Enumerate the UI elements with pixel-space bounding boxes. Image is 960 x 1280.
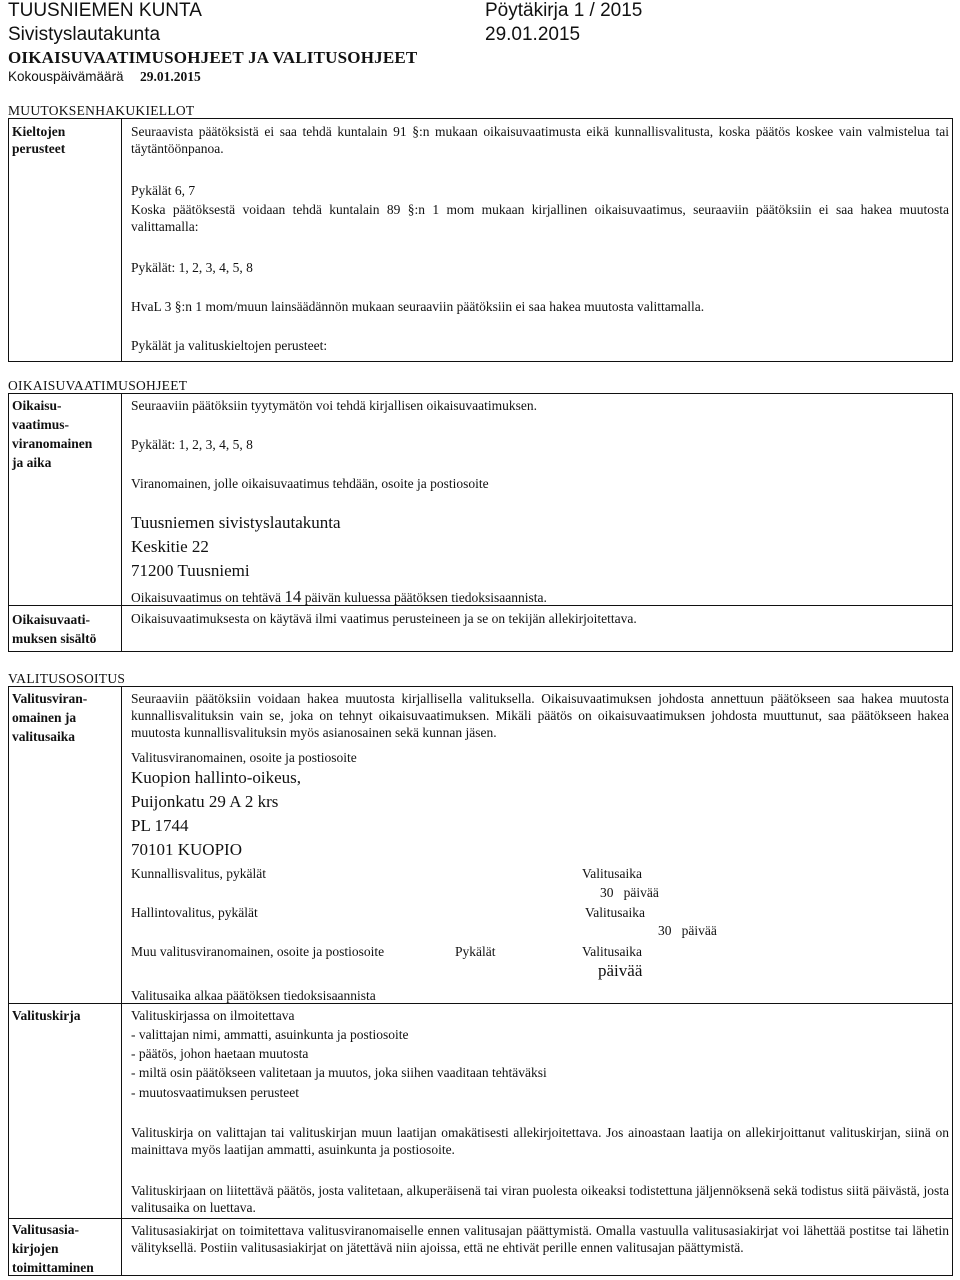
oikaisu-separator [8,605,953,606]
deadline-pre: Oikaisuvaatimus on tehtävä [131,590,281,605]
valituskirja-item: - valittajan nimi, ammatti, asuinkunta ja postiosoite [131,1027,409,1042]
municipality-name: TUUSNIEMEN KUNTA [8,0,202,21]
section-title-oikaisu: OIKAISUVAATIMUSOHJEET [8,378,188,393]
meeting-date: 29.01.2015 [140,69,201,84]
hallintovalitus-valitusaika: Valitusaika [585,905,645,920]
oikaisu-label-4: ja aika [12,455,52,470]
hallintovalitus-label: Hallintovalitus, pykälät [131,905,258,920]
valituskirja-separator [8,1003,953,1004]
asiakirjat-label-1: Valitusasia- [12,1222,80,1237]
oikaisu-content-label-2: muksen sisältö [12,631,97,646]
valituskirja-item: - muutosvaatimuksen perusteet [131,1085,299,1100]
valitus-para1: Seuraaviin päätöksiin voidaan hakea muutosta kirjallisella valituksella. Oikaisuvaatimuksen johdosta annettuun päätökseen saa hakea muutosta kunnallisvalituksin vain se, joka on tehnyt oikaisuvaatimuksen. Mikäli päätös on oikaisuvaatimuksen johdosta muuttunut, saa päätökseen hakea muutosta kunnallisvalituksin myös asianosainen sekä kunnan jäsen. [131,691,949,740]
document-date: 29.01.2015 [485,24,581,45]
muu-valitusaika: Valitusaika [582,944,642,959]
asiakirjat-label-3: toimittaminen [12,1260,94,1275]
hallinto-paivaa: päivää [681,923,717,938]
oikaisu-text1: Seuraaviin päätöksiin tyytymätön voi tehdä kirjallisen oikaisuvaatimuksen. [131,398,538,413]
deadline-post: päivän kuluessa päätöksen tiedoksisaannista. [304,590,547,605]
valituskirja-intro: Valituskirjassa on ilmoitettava [131,1008,295,1023]
kiellot-hval: HvaL 3 §:n 1 mom/muun lainsäädännön mukaan seuraaviin päätöksiin ei saa hakea muutosta valittamalla. [131,299,705,314]
asiakirjat-separator [8,1218,953,1219]
oikaisu-address-1: Tuusniemen sivistyslautakunta [131,513,341,532]
kiellot-para1: Seuraavista päätöksistä ei saa tehdä kuntalain 91 §:n mukaan oikaisuvaatimusta eikä kunnallisvalitusta, koska päätös koskee vain valmistelua tai täytäntöönpanoa. [131,124,949,156]
valitus-address-3: PL 1744 [131,816,189,835]
section-title-kiellot: MUUTOKSENHAKUKIELLOT [8,103,195,118]
oikaisu-divider [121,393,122,652]
board-name: Sivistyslautakunta [8,24,161,45]
oikaisu-label-3: viranomainen [12,436,93,451]
document-title: OIKAISUVAATIMUSOHJEET JA VALITUSOHJEET [8,48,418,67]
section-title-valitus: VALITUSOSOITUS [8,671,126,686]
valitus-address-label: Valitusviranomainen, osoite ja postiosoite [131,750,357,765]
muu-paivaa: päivää [598,961,643,980]
valitus-divider [121,686,122,1276]
oikaisu-pykalat: Pykälät: 1, 2, 3, 4, 5, 8 [131,437,253,452]
kiellot-pykalat3: Pykälät ja valituskieltojen perusteet: [131,338,328,353]
valituskirja-item: - miltä osin päätökseen valitetaan ja muutos, joka siihen vaaditaan tehtäväksi [131,1065,547,1080]
oikaisu-address-2: Keskitie 22 [131,537,209,556]
oikaisu-label-2: vaatimus- [12,417,69,432]
valituskirja-item: - päätös, johon haetaan muutosta [131,1046,309,1061]
oikaisu-address-3: 71200 Tuusniemi [131,561,250,580]
meeting-date-label: Kokouspäivämäärä [8,69,124,84]
hallinto-days-value: 30 [658,923,672,938]
oikaisu-label-1: Oikaisu- [12,398,62,413]
hallintovalitus-days [658,922,717,939]
valituskirja-signature-para: Valituskirja on valittajan tai valituskirjan muun laatijan omakätisesti allekirjoitettava. Jos ainoastaan laatija on allekirjoittanut valituskirjan, siinä on mainittava myös laatijan ammatti, asuinkunta ja postiosoite. [131,1125,949,1157]
valitus-label-2: omainen ja [12,710,77,725]
kiellot-para2: Koska päätöksestä voidaan tehdä kuntalain 89 §:n 1 mom mukaan kirjallinen oikaisuvaatimus, seuraaviin päätöksiin ei saa hakea muutosta valittamalla: [131,202,949,234]
kunnallisvalitus-valitusaika: Valitusaika [582,866,642,881]
valitus-address-4: 70101 KUOPIO [131,840,242,859]
kunnallis-paivaa: päivää [623,885,659,900]
asiakirjat-label-2: kirjojen [12,1241,59,1256]
kunnallisvalitus-label: Kunnallisvalitus, pykälät [131,866,266,881]
asiakirjat-text: Valitusasiakirjat on toimitettava valitusviranomaiselle ennen valitusajan päättymistä. Omalla vastuulla valitusasiakirjat voi lähettää postitse tai lähetin välityksellä. Postiin valitusasiakirjat on jätettävä niin ajoissa, että ne ehtivät perille ennen valitusajan päättymistä. [131,1223,949,1255]
kiellot-divider [121,118,122,362]
kiellot-label: Kieltojen perusteet [12,124,66,156]
oikaisu-content-label-1: Oikaisuvaati- [12,612,91,627]
kunnallis-days-value: 30 [600,885,614,900]
kiellot-pykalat1: Pykälät 6, 7 [131,183,196,198]
valitus-address-2: Puijonkatu 29 A 2 krs [131,792,279,811]
valitus-label-1: Valitusviran- [12,691,88,706]
deadline-days: 14 [284,587,302,606]
kunnallisvalitus-days [600,884,659,901]
muu-pykalat: Pykälät [455,944,496,959]
oikaisu-authority-label: Viranomainen, jolle oikaisuvaatimus tehdään, osoite ja postiosoite [131,476,489,491]
valituskirja-label: Valituskirja [12,1008,81,1023]
valituskirja-attachment-para: Valituskirjaan on liitettävä päätös, josta valitetaan, alkuperäisenä tai viran puolesta oikeaksi todistettuna jäljennöksenä sekä todistus siitä päivästä, josta valitusaika on luettava. [131,1183,949,1215]
valitusaika-alkaa: Valitusaika alkaa päätöksen tiedoksisaannista [131,988,376,1003]
oikaisu-deadline [131,588,547,606]
valitus-label-3: valitusaika [12,729,76,744]
valitus-address-1: Kuopion hallinto-oikeus, [131,768,301,787]
document-type: Pöytäkirja 1 / 2015 [485,0,643,21]
kiellot-pykalat2: Pykälät: 1, 2, 3, 4, 5, 8 [131,260,253,275]
oikaisu-content-text: Oikaisuvaatimuksesta on käytävä ilmi vaatimus perusteineen ja se on tekijän allekirjoitettava. [131,611,637,626]
muu-viranomainen-label: Muu valitusviranomainen, osoite ja postiosoite [131,944,385,959]
